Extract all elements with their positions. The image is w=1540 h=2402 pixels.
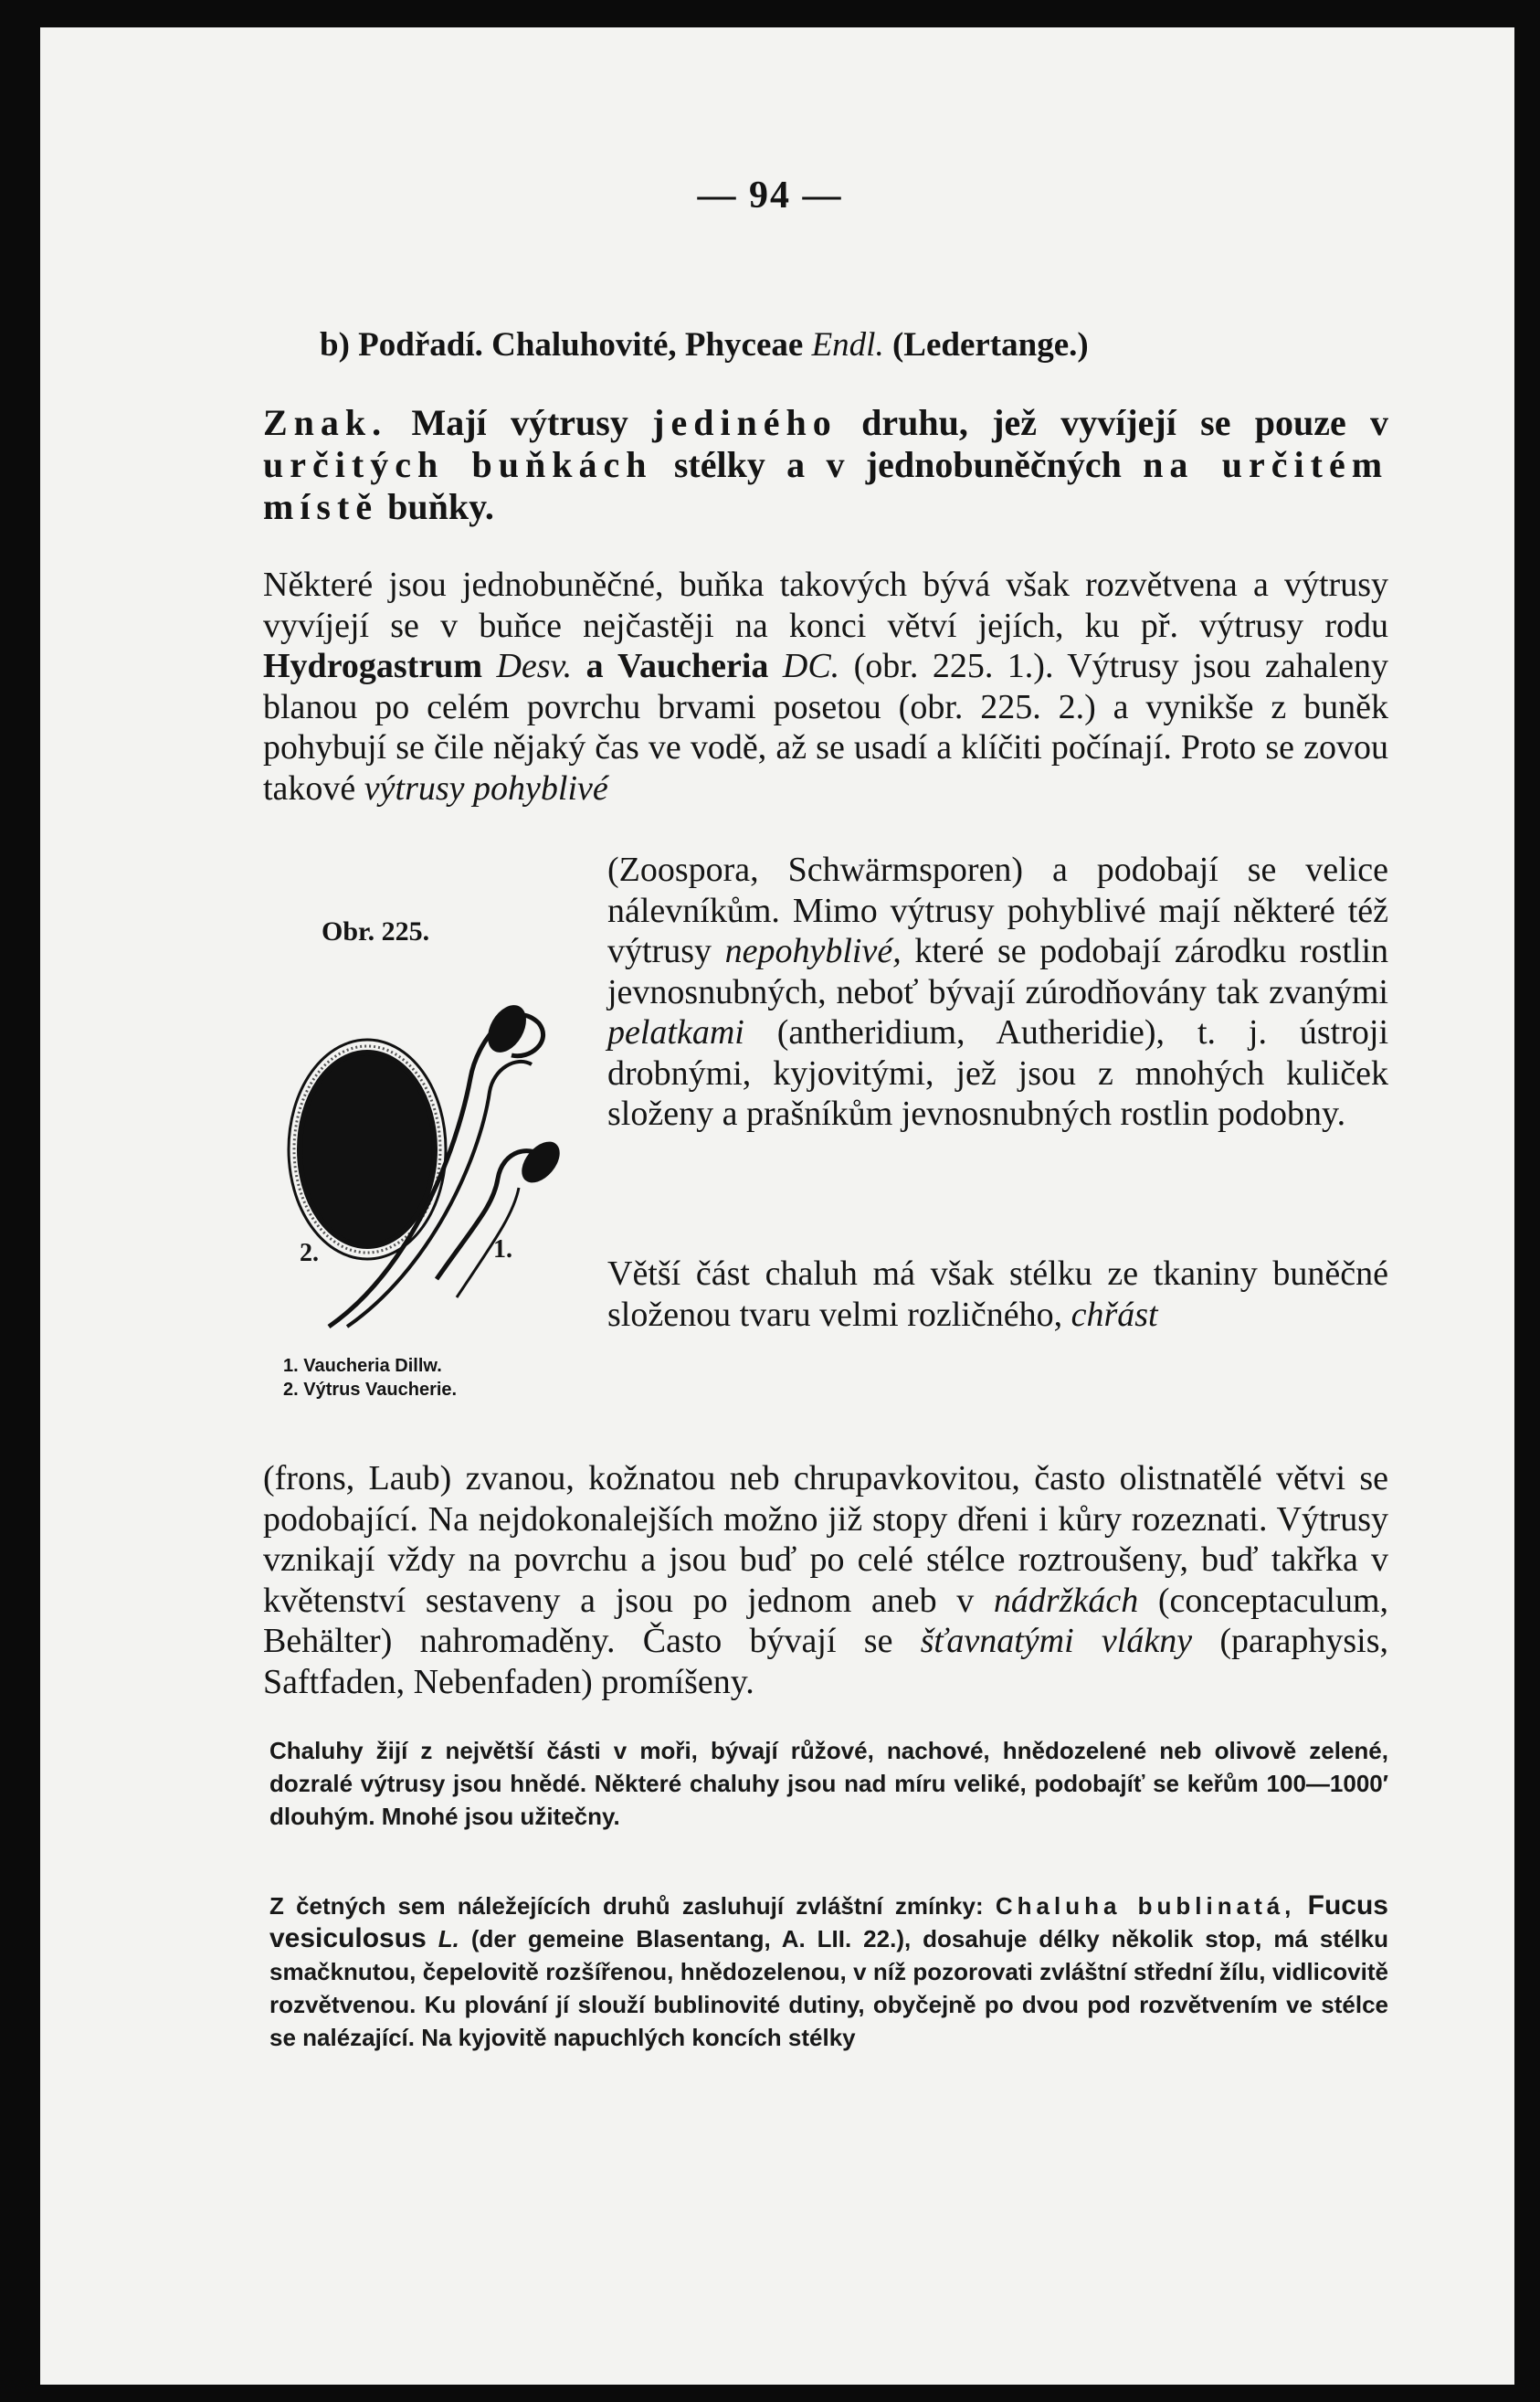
diagnosis-text-2: jediného: [652, 402, 838, 443]
paragraph-thallus: [607, 1254, 1388, 1458]
para2-a: Větší část chaluh má však stélku ze tkaniny buněčné složenou tvaru velmi rozličného,: [607, 1254, 1388, 1334]
term-nepohyblive: nepohyblivé,: [724, 932, 902, 970]
term-nadrzkach: nádržkách: [993, 1581, 1139, 1620]
para1-c: (Zoospora, Schwärmsporen) a podobají se velice nálevníkům. Mimo výtrusy pohyblivé mají některé též výtrusy: [607, 851, 1388, 970]
para1-e: (antheridium, Autheridie), t. j. ústroji drobnými, kyjovitými, jež jsou z mnohých kuliček složeny a prašníkům jevnosnubných rostlin podobny.: [607, 1013, 1389, 1133]
smallprint-species: [269, 1889, 1388, 2054]
diagnosis-text-7: buňky.: [387, 486, 494, 527]
author-desv: Desv.: [496, 647, 573, 685]
term-vytrusy-pohyblive: výtrusy pohyblivé: [364, 768, 608, 808]
diagnosis-lead: Znak.: [263, 402, 388, 443]
heading-author: Endl.: [811, 326, 884, 364]
term-chrast: chřást: [1071, 1295, 1158, 1334]
figure-label: Obr. 225.: [322, 916, 430, 947]
paragraph-thallus-continued: [263, 1458, 1388, 1702]
paragraph-unicellular: [263, 565, 1388, 850]
small2-b: (der gemeine Blasentang, A. LII. 22.), dosahuje délky několik stop, má stélku smačknutou, čepelovitě rozšířenou, hnědozelenou, v níž pozorovati zvláštní střední žílu, vidlicovitě rozvětvenou. Ku plování jí slouží bublinovité dutiny, obyčejně po dvou pod rozvětvením ve stélce se nalézající. Na kyjovitě napuchlých koncích stélky: [269, 1925, 1388, 2051]
species-czech-name: Chaluha bublinatá,: [995, 1892, 1296, 1920]
figure-mark-2: 2.: [300, 1239, 319, 1267]
para2-b: (frons, Laub) zvanou, kožnatou neb chrupavkovitou, často olistnatělé větvi se podobající. Na nejdokonalejších možno již stopy dřeni i kůry rozeznati. Výtrusy vznikají vždy na povrchu a jsou buď po celé stélce roztroušeny, buď takřka v květenství sestaveny a jsou po jednom aneb v: [263, 1459, 1388, 1620]
diagnosis-text-1: Mají výtrusy: [411, 402, 628, 443]
diagnosis-text-3: druhu, jež vyvíjejí se pouze v: [861, 402, 1389, 443]
figure-caption-2: 2. Výtrus Vaucherie.: [283, 1380, 458, 1400]
figure-mark-1: 1.: [493, 1235, 512, 1264]
spore-body: [300, 1053, 435, 1246]
section-heading: [320, 325, 1089, 365]
diagnosis-text-4: určitých buňkách: [263, 444, 653, 485]
para1-d: které se podobají zárodku rostlin jevnosnubných, neboť bývají zúrodňovány tak zvanými: [607, 932, 1388, 1011]
species-author: L.: [438, 1925, 459, 1952]
heading-german: (Ledertange.): [891, 326, 1089, 364]
genus-hydrogastrum: Hydrogastrum: [263, 647, 482, 685]
paragraph-unicellular-continued: [607, 850, 1388, 1135]
diagnosis-text-5: stélky a v jednobuněčných: [673, 444, 1122, 485]
para2-c: (conceptaculum, Behälter) nahromaděny. Často bývají se: [263, 1581, 1389, 1660]
diagnosis-paragraph: [263, 402, 1388, 528]
figure-vaucheria-illustration: [274, 968, 575, 1343]
page-number: — 94 —: [697, 175, 843, 217]
term-stavnatymi-vlakny: šťavnatými vlákny: [920, 1622, 1193, 1660]
small2-a: Z četných sem náležejících druhů zasluhují zvláštní zmínky:: [269, 1892, 984, 1920]
para1-and: a: [585, 647, 604, 685]
branch-tip: [514, 1135, 567, 1190]
species-latin-name: Fucus vesiculosus: [269, 1890, 1388, 1953]
term-pelatkami: pelatkami: [607, 1013, 744, 1052]
para1-b: (obr. 225. 1.). Výtrusy jsou zahaleny blanou po celém povrchu brvami posetou (obr. 225. 2.) a vynikše z buněk pohybují se čile nějaký čas ve vodě, až se usadí a klíčiti počínají. Proto se zovou takové: [263, 647, 1388, 808]
smallprint-habitat: Chaluhy žijí z největší části v moři, bývají růžové, nachové, hnědozelené neb olivově zelené, dozralé výtrusy jsou hnědé. Některé chaluhy jsou nad míru veliké, podobajíť se keřům 100—1000′ dlouhým. Mnohé jsou užitečny.: [269, 1737, 1388, 1830]
author-dc: DC.: [782, 647, 840, 685]
heading-prefix: b) Podřadí. Chaluhovité, Phyceae: [320, 326, 804, 364]
para2-d: (paraphysis, Saftfaden, Nebenfaden) promíšeny.: [263, 1622, 1389, 1701]
figure-caption-1: 1. Vaucheria Dillw.: [283, 1356, 442, 1376]
sporangium-tip: [480, 999, 533, 1059]
para1-a: Některé jsou jednobuněčné, buňka takových bývá však rozvětvena a výtrusy vyvíjejí se v buňce nejčastěji na konci větví jejích, ku př. výtrusy rodu: [263, 566, 1388, 645]
genus-vaucheria: Vaucheria: [617, 647, 769, 685]
diagnosis-text-6: na určitém místě: [263, 444, 1389, 527]
